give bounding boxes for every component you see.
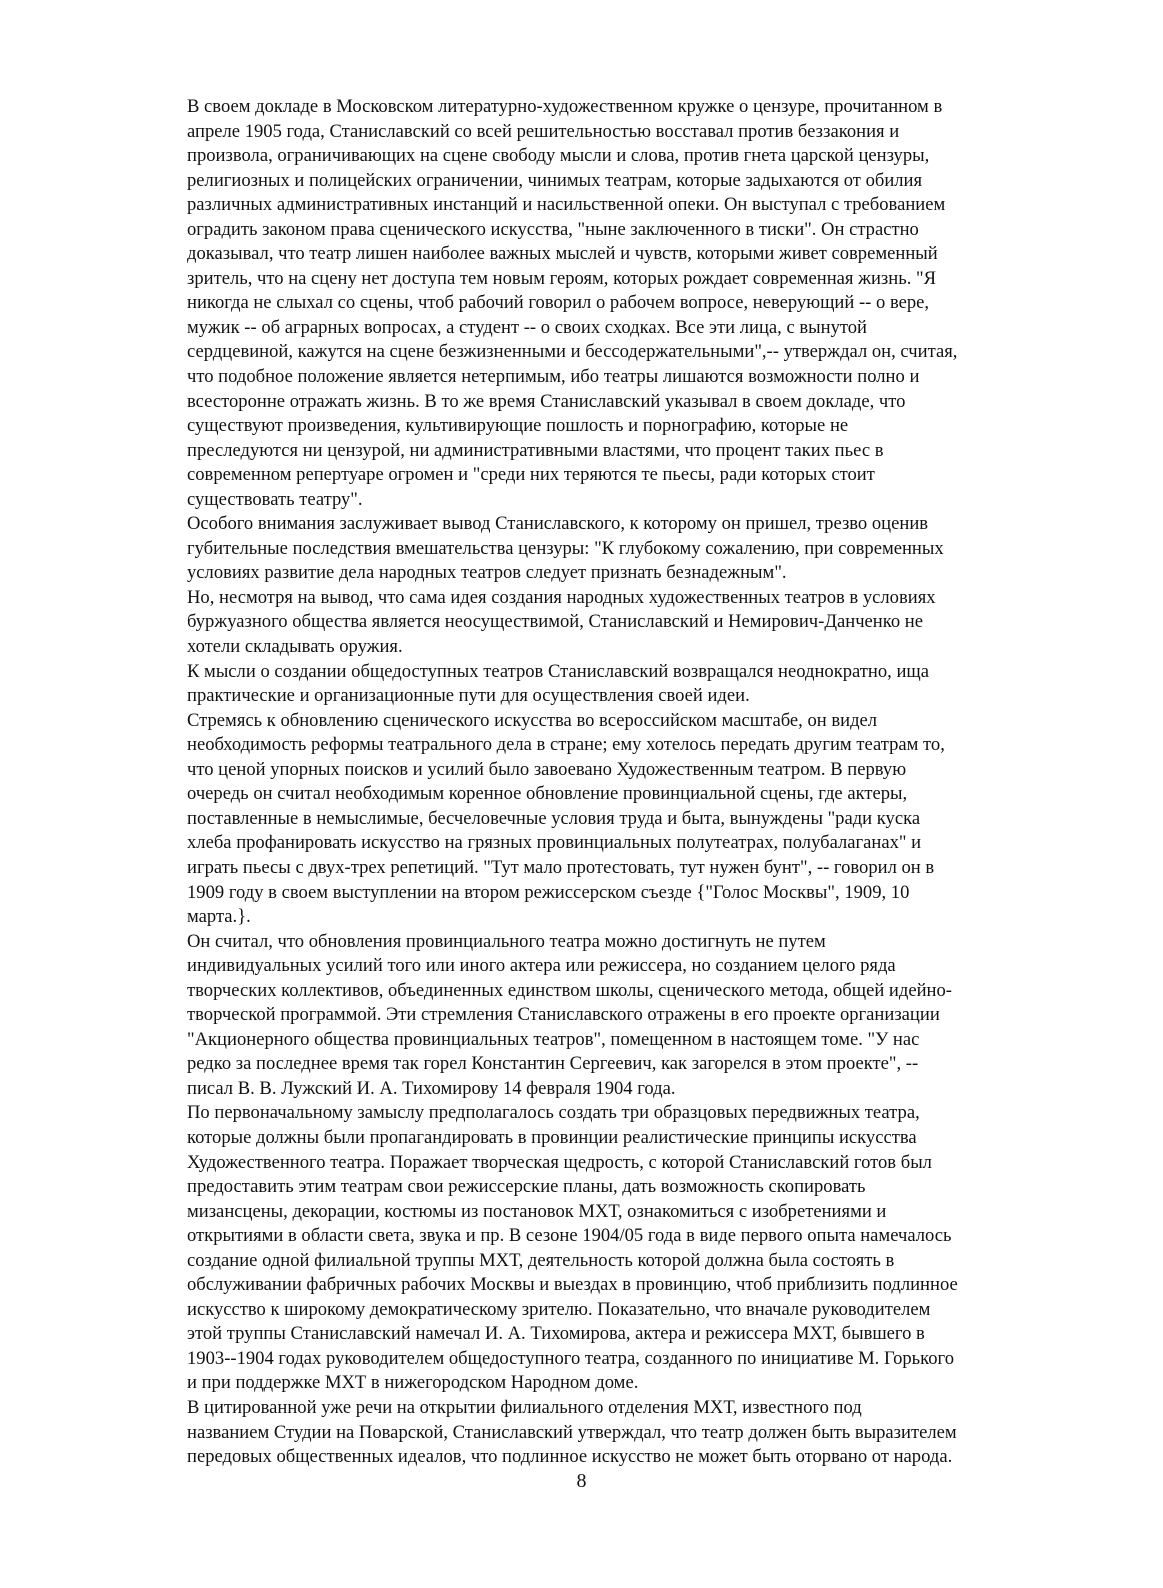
paragraph [173, 586, 1060, 660]
text-line: различных административных инстанций и насильственной опеки. Он выступал с требованием [187, 194, 946, 216]
text-line: обслуживании фабричных рабочих Москвы и выездах в провинцию, чтоб приблизить подлинное [187, 1274, 958, 1296]
text-line: буржуазного общества является неосуществимой, Станиславский и Немирович-Данченко не [187, 611, 923, 633]
text-line: и при поддержке МХТ в нижегородском Народном доме. [187, 1372, 639, 1394]
text-line: 1909 году в своем выступлении на втором режиссерском съезде {"Голос Москвы", 1909, 10 [187, 881, 910, 903]
paragraph [173, 930, 1060, 1102]
text-line: писал В. В. Лужский И. А. Тихомирову 14 февраля 1904 года. [187, 1077, 676, 1099]
text-line: редко за последнее время так горел Константин Сергеевич, как загорелся в этом проекте", -- [187, 1053, 919, 1075]
text-line: мужик -- об аграрных вопросах, а студент -- о своих сходках. Все эти лица, с вынутой [187, 316, 867, 338]
text-line: творческой программой. Эти стремления Станиславского отражены в его проекте организации [187, 1004, 940, 1026]
text-line: предоставить этим театрам свои режиссерские планы, дать возможность скопировать [187, 1176, 866, 1198]
text-line: искусство к широкому демократическому зрителю. Показательно, что вначале руководителем [187, 1298, 931, 1320]
text-line: творческих коллективов, объединенных единством школы, сценического метода, общей идейно- [187, 979, 952, 1001]
text-line: открытиями в области света, звука и пр. В сезоне 1904/05 года в виде первого опыта намечалось [187, 1225, 952, 1247]
text-line: сердцевиной, кажутся на сцене безжизненными и бессодержательными",-- утверждал он, считая, [187, 341, 958, 363]
text-line: что подобное положение является нетерпимым, ибо театры лишаются возможности полно и [187, 366, 920, 388]
text-line: никогда не слыхал со сцены, чтоб рабочий говорил о рабочем вопросе, неверующий -- о вере, [187, 292, 930, 314]
text-line: создание одной филиальной труппы МХТ, деятельность которой должна была состоять в [187, 1249, 895, 1271]
text-line: Особого внимания заслуживает вывод Станиславского, к которому он пришел, трезво оценив [187, 513, 929, 535]
text-line: религиозных и полицейских ограничении, чинимых театрам, которые задыхаются от обилия [187, 169, 923, 191]
paragraph [173, 1101, 1060, 1396]
text-line: необходимость реформы театрального дела в стране; ему хотелось передать другим театрам то, [187, 734, 945, 756]
text-line: губительные последствия вмешательства цензуры: "К глубокому сожалению, при современных [187, 537, 944, 559]
text-line: Художественного театра. Поражает творческая щедрость, с которой Станиславский готов был [187, 1151, 932, 1173]
text-line: поставленные в немыслимые, бесчеловечные условия труда и быта, вынуждены "ради куска [187, 807, 921, 829]
text-line: К мысли о создании общедоступных театров Станиславский возвращался неоднократно, ища [187, 660, 929, 682]
paragraph [173, 709, 1060, 930]
text-line: Но, несмотря на вывод, что сама идея создания народных художественных театров в условиях [187, 586, 936, 608]
text-line: существовать театру". [187, 488, 363, 510]
text-line: оградить законом права сценического искусства, "ныне заключенного в тиски". Он страстно [187, 218, 919, 240]
text-line: что ценой упорных поисков и усилий было завоевано Художественным театром. В первую [187, 758, 907, 780]
text-line: существуют произведения, культивирующие пошлость и порнографию, которые не [187, 415, 849, 437]
text-line: передовых общественных идеалов, что подлинное искусство не может быть оторвано от народа. [187, 1446, 953, 1468]
text-line: играть пьесы с двух-трех репетиций. "Тут мало протестовать, тут нужен бунт", -- говорил он в [187, 856, 935, 878]
text-line: апреле 1905 года, Станиславский со всей решительностью восставал против беззакония и [187, 120, 900, 142]
text-line: названием Студии на Поварской, Станиславский утверждал, что театр должен быть выразителем [187, 1421, 957, 1443]
text-line: зритель, что на сцену нет доступа тем новым героям, которых рождает современная жизнь. "Я [187, 267, 936, 289]
text-line: преследуются ни цензурой, ни административными властями, что процент таких пьес в [187, 439, 884, 461]
text-line: произвола, ограничивающих на сцене свободу мысли и слова, против гнета царской цензуры, [187, 145, 930, 167]
paragraph [173, 660, 1060, 709]
text-line: которые должны были пропагандировать в провинции реалистические принципы искусства [187, 1126, 917, 1148]
text-line: практические и организационные пути для осуществления своей идеи. [187, 685, 750, 707]
text-line: В цитированной уже речи на открытии филиального отделения МХТ, известного под [187, 1396, 862, 1418]
text-line: очередь он считал необходимым коренное обновление провинциальной сцены, где актеры, [187, 783, 908, 805]
text-line: этой труппы Станиславский намечал И. А. Тихомирова, актера и режиссера МХТ, бывшего в [187, 1323, 925, 1345]
text-line: По первоначальному замыслу предполагалось создать три образцовых передвижных театра, [187, 1102, 920, 1124]
text-line: всесторонне отражать жизнь. В то же время Станиславский указывал в своем докладе, что [187, 390, 906, 412]
document-body [173, 95, 1060, 1470]
text-line: "Акционерного общества провинциальных театров", помещенном в настоящем томе. "У нас [187, 1028, 920, 1050]
text-line: марта.}. [187, 906, 251, 928]
text-line: хлеба профанировать искусство на грязных провинциальных полутеатрах, полубалаганах" и [187, 832, 922, 854]
text-line: 1903--1904 годах руководителем общедоступного театра, созданного по инициативе М. Горького [187, 1347, 954, 1369]
text-line: условиях развитие дела народных театров следует признать безнадежным". [187, 562, 787, 584]
text-line: современном репертуаре огромен и "среди них теряются те пьесы, ради которых стоит [187, 464, 875, 486]
paragraph [173, 1396, 1060, 1470]
text-line: Он считал, что обновления провинциального театра можно достигнуть не путем [187, 930, 826, 952]
page-number: 8 [576, 1470, 587, 1492]
text-line: Стремясь к обновлению сценического искусства во всероссийском масштабе, он видел [187, 709, 878, 731]
text-line: индивидуальных усилий того или иного актера или режиссера, но созданием целого ряда [187, 955, 896, 977]
text-line: хотели складывать оружия. [187, 636, 403, 658]
text-line: мизансцены, декорации, костюмы из постановок МХТ, ознакомиться с изобретениями и [187, 1200, 887, 1222]
text-line: В своем докладе в Московском литературно-художественном кружке о цензуре, прочитанном в [187, 96, 943, 117]
text-line: доказывал, что театр лишен наиболее важных мыслей и чувств, которыми живет современный [187, 243, 938, 265]
paragraph [173, 512, 1060, 586]
paragraph [173, 95, 1060, 512]
